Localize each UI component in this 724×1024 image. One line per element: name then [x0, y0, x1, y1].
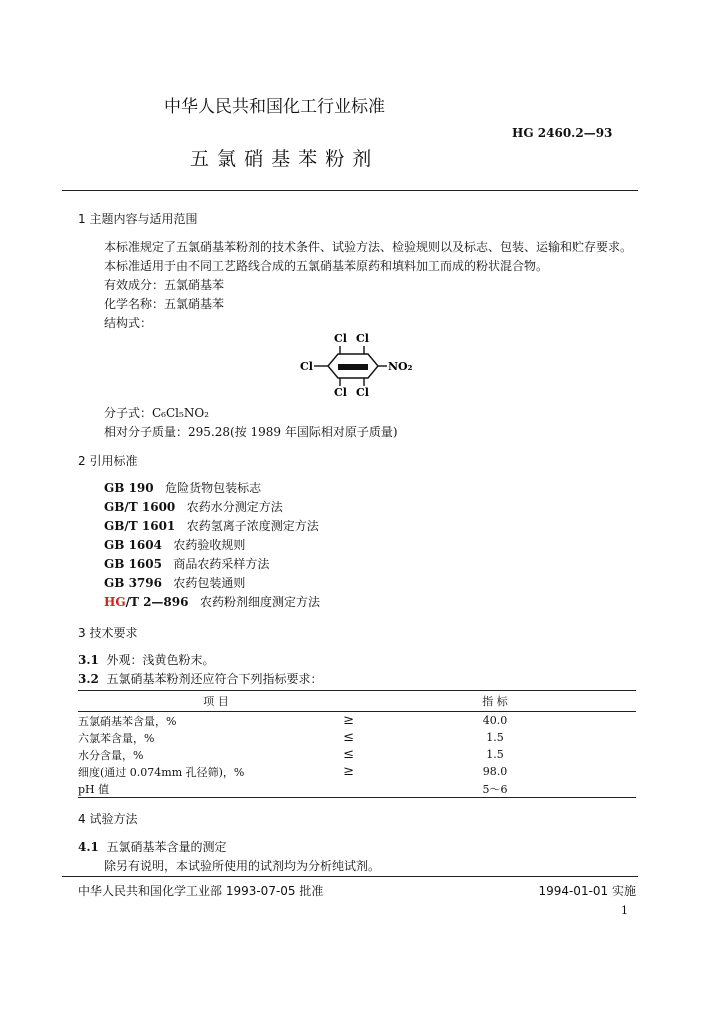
chemical-name: 化学名称：五氯硝基苯: [104, 297, 225, 311]
requirements-table: [78, 690, 636, 798]
section-2-heading: 2 引用标准: [78, 454, 138, 468]
structural-formula: [290, 330, 430, 400]
row-item: 水分含量，%: [78, 748, 144, 762]
row-value: 40.0: [482, 714, 508, 727]
table-row: [78, 746, 636, 763]
cl-top-right: Cl: [356, 332, 369, 345]
clause-3-2: 3.2 五氯硝基苯粉剂还应符合下列指标要求：: [78, 672, 323, 686]
footer-rule: [62, 876, 638, 877]
table-row: [78, 712, 636, 730]
row-symbol: [314, 780, 354, 798]
section-1-paragraph-2: 本标准适用于由不同工艺路线合成的五氯硝基苯原药和填料加工而成的粉状混合物。: [104, 259, 549, 273]
section-1-paragraph-1: 本标准规定了五氯硝基苯粉剂的技术条件、试验方法、检验规则以及标志、包装、运输和贮存要求。: [104, 240, 633, 254]
molecular-mass: 相对分子质量：295.28(按 1989 年国际相对原子质量): [104, 425, 398, 439]
table-header-row: [78, 691, 636, 712]
row-value: 1.5: [486, 748, 504, 761]
standard-number: HG 2460.2—93: [512, 126, 613, 140]
row-value: 5～6: [354, 780, 636, 798]
section-4-heading: 4 试验方法: [78, 812, 138, 826]
cl-left: Cl: [300, 360, 313, 373]
header-rule: [62, 190, 638, 191]
table-row: [78, 729, 636, 746]
table-row: [78, 763, 636, 780]
effective-date: 1994-01-01 实施: [538, 884, 636, 898]
clause-3-1: 3.1 外观：浅黄色粉末。: [78, 653, 215, 667]
column-header-item: 项 目: [78, 691, 354, 712]
table-row: [78, 780, 636, 798]
row-item: 六氯苯含量，%: [78, 731, 155, 745]
row-symbol: ≥: [343, 713, 354, 728]
section-1-heading: 1 主题内容与适用范围: [78, 212, 198, 226]
reference-item: GB 1605 商品农药采样方法: [104, 557, 270, 571]
reference-item: GB/T 1600 农药水分测定方法: [104, 500, 283, 514]
page-number: 1: [621, 904, 628, 917]
row-item: 细度(通过 0.074mm 孔径筛)，%: [78, 765, 245, 779]
section-4-paragraph: 除另有说明，本试验所使用的试剂均为分析纯试剂。: [104, 859, 381, 873]
row-value: 98.0: [482, 765, 508, 778]
active-ingredient: 有效成分：五氯硝基苯: [104, 278, 225, 292]
section-3-heading: 3 技术要求: [78, 626, 138, 640]
cl-top-left: Cl: [334, 332, 347, 345]
approval-line: 中华人民共和国化学工业部 1993-07-05 批准: [78, 884, 324, 898]
cl-bottom-left: Cl: [334, 386, 347, 399]
reference-item: GB 3796 农药包装通则: [104, 576, 246, 590]
row-symbol: ≥: [343, 764, 354, 779]
document-title: 五 氯 硝 基 苯 粉 剂: [190, 148, 373, 170]
structure-label: 结构式：: [104, 316, 153, 330]
molecular-formula: 分子式：C₆Cl₅NO₂: [104, 406, 209, 420]
issuing-organization: 中华人民共和国化工行业标准: [164, 97, 385, 117]
reference-item: HG/T 2—896 农药粉剂细度测定方法: [104, 595, 320, 609]
row-value: 1.5: [486, 731, 504, 744]
cl-bottom-right: Cl: [356, 386, 369, 399]
column-header-value: 指 标: [354, 691, 636, 712]
reference-item: GB 190 危险货物包装标志: [104, 481, 262, 495]
row-item: 五氯硝基苯含量，%: [78, 714, 177, 728]
nitro-group: NO₂: [388, 360, 413, 373]
row-symbol: ≤: [343, 730, 354, 745]
reference-item: GB/T 1601 农药氢离子浓度测定方法: [104, 519, 319, 533]
row-item: pH 值: [78, 780, 314, 798]
row-symbol: ≤: [343, 747, 354, 762]
clause-4-1: 4.1 五氯硝基苯含量的测定: [78, 840, 227, 854]
reference-item: GB 1604 农药验收规则: [104, 538, 246, 552]
ring-double-bond: [338, 364, 368, 370]
